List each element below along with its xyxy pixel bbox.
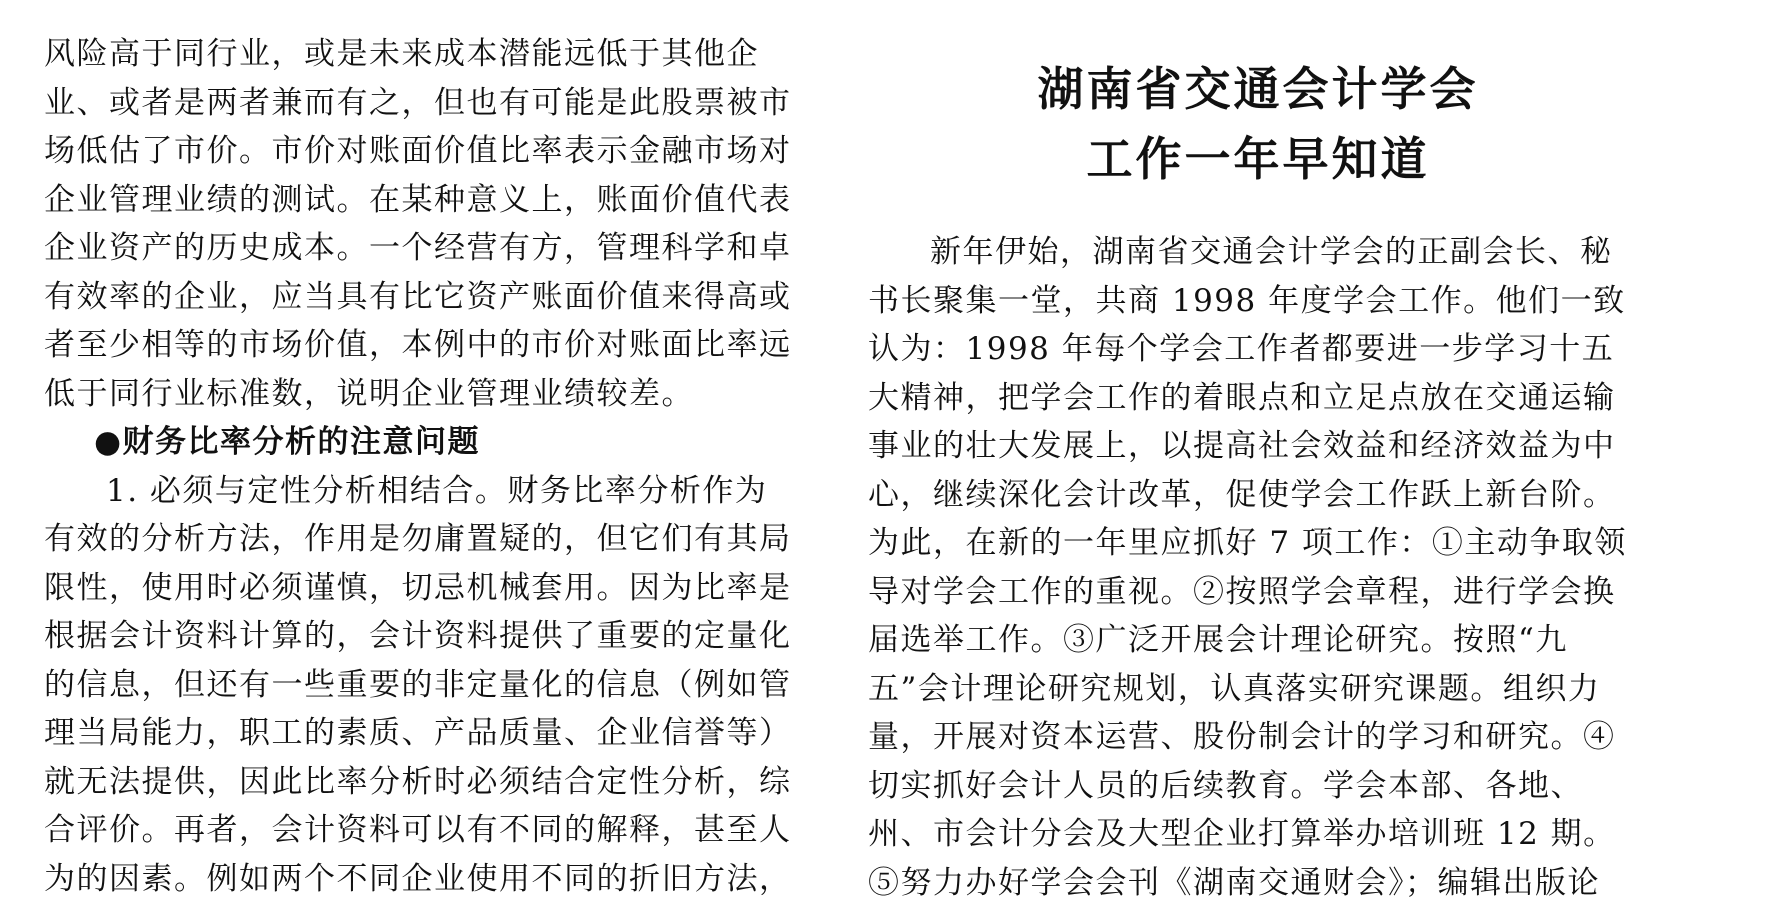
text-line: 企业资产的历史成本。一个经营有方，管理科学和卓 (44, 230, 792, 266)
text-line: 为的因素。例如两个不同企业使用不同的折旧方法， (44, 860, 792, 897)
text-line: 州、市会计分会及大型企业打算举办培训班 12 期。 (868, 816, 1616, 852)
article-body (868, 228, 1648, 900)
text-line: 心，继续深化会计改革，促使学会工作跃上新台阶。 (868, 476, 1616, 513)
text-line: 大精神，把学会工作的着眼点和立足点放在交通运输 (868, 379, 1616, 416)
section-heading: ●财务比率分析的注意问题 (94, 424, 481, 460)
text-line: 低于同行业标准数，说明企业管理业绩较差。 (44, 375, 694, 412)
text-line: 根据会计资料计算的，会计资料提供了重要的定量化 (44, 618, 792, 654)
text-line: 的信息，但还有一些重要的非定量化的信息（例如管 (44, 666, 792, 703)
text-line: 切实抓好会计人员的后续教育。学会本部、各地、 (868, 767, 1583, 804)
text-line: 五”会计理论研究规划，认真落实研究课题。组织力 (868, 670, 1601, 707)
text-line: 场低估了市价。市价对账面价值比率表示金融市场对 (44, 133, 792, 169)
text-line: 理当局能力，职工的素质、产品质量、企业信誉等） (44, 715, 792, 751)
text-line: 书长聚集一堂，共商 1998 年度学会工作。他们一致 (868, 282, 1626, 319)
text-line: 认为：1998 年每个学会工作者都要进一步学习十五 (868, 331, 1615, 367)
text-line: 新年伊始，湖南省交通会计学会的正副会长、秘 (930, 234, 1613, 270)
text-line: 有效的分析方法，作用是勿庸置疑的，但它们有其局 (44, 521, 792, 557)
text-line: 合评价。再者，会计资料可以有不同的解释，甚至人 (44, 812, 792, 848)
left-column (44, 30, 824, 900)
article-title-line-1: 湖南省交通会计学会 (1037, 62, 1479, 116)
text-line: 为此，在新的一年里应抓好 7 项工作：①主动争取领 (868, 525, 1627, 561)
text-line: 有效率的企业，应当具有比它资产账面价值来得高或 (44, 278, 792, 315)
text-line: 届选举工作。③广泛开展会计理论研究。按照“九 (868, 622, 1568, 658)
text-line: 者至少相等的市场价值，本例中的市价对账面比率远 (44, 327, 792, 363)
text-line: 限性，使用时必须谨慎，切忌机械套用。因为比率是 (44, 569, 792, 606)
text-line: 1. 必须与定性分析相结合。财务比率分析作为 (106, 472, 768, 509)
text-line: 风险高于同行业，或是未来成本潜能远低于其他企 (44, 36, 759, 72)
text-line: 就无法提供，因此比率分析时必须结合定性分析，综 (44, 763, 792, 800)
text-line: ⑤努力办好学会会刊《湖南交通财会》；编辑出版论 (868, 864, 1600, 900)
text-line: 企业管理业绩的测试。在某种意义上，账面价值代表 (44, 181, 792, 218)
text-line: 导对学会工作的重视。②按照学会章程，进行学会换 (868, 573, 1616, 610)
text-line: 事业的壮大发展上，以提高社会效益和经济效益为中 (868, 428, 1616, 464)
text-line: 业、或者是两者兼而有之，但也有可能是此股票被市 (44, 84, 792, 121)
text-line: 量，开展对资本运营、股份制会计的学习和研究。④ (868, 719, 1616, 755)
article-title-line-2: 工作一年早知道 (1086, 132, 1430, 186)
